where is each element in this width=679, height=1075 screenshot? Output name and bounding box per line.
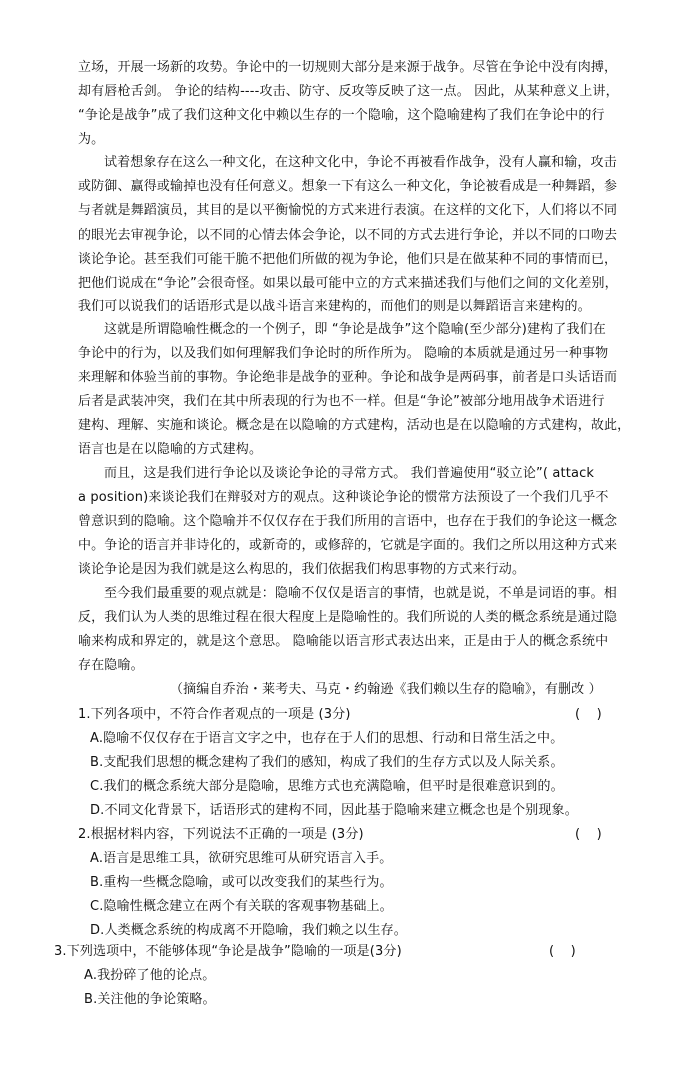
source-citation: （摘编自乔治・莱考夫、马克・约翰逊《我们赖以生存的隐喻》，有删改 ） bbox=[170, 682, 602, 697]
question-1-option-a: A.隐喻不仅仅存在于语言文字之中，也存在于人们的思想、行动和日常生活之中。 bbox=[90, 731, 564, 746]
paragraph-2-line: 我们可以说我们的话语形式是以战斗语言来建构的，而他们的则是以舞蹈语言来建构的。 bbox=[78, 299, 591, 314]
question-3-stem: 3.下列选项中，不能够体现“争论是战争”隐喻的一项是(3分) bbox=[54, 944, 402, 959]
paragraph-5-line: 反，我们认为人类的思维过程在很大程度上是隐喻性的。我们所说的人类的概念系统是通过隐 bbox=[78, 610, 618, 625]
paragraph-5-line: 至今我们最重要的观点就是：隐喻不仅仅是语言的事情，也就是说，不单是词语的事。相 bbox=[104, 586, 617, 601]
paragraph-3-line: 来理解和体验当前的事物。争论绝非是战争的亚种。争论和战争是两码事，前者是口头话语而 bbox=[78, 370, 618, 385]
paragraph-4-line: 中。争论的语言并非诗化的，或新奇的，或修辞的，它就是字面的。我们之所以用这种方式来 bbox=[78, 538, 618, 553]
question-3-option-b: B.关注他的争论策略。 bbox=[84, 992, 216, 1007]
question-2-option-b: B.重构一些概念隐喻，或可以改变我们的某些行为。 bbox=[90, 875, 393, 890]
paragraph-3-line: 争论中的行为，以及我们如何理解我们争论时的所作所为。 隐喻的本质就是通过另一种事物 bbox=[78, 346, 609, 361]
question-2-option-a: A.语言是思维工具，欲研究思维可从研究语言入手。 bbox=[90, 851, 393, 866]
question-2-stem: 2.根据材料内容，下列说法不正确的一项是 (3分) bbox=[78, 827, 364, 842]
question-2-option-d: D.人类概念系统的构成离不开隐喻，我们赖之以生存。 bbox=[90, 923, 407, 938]
paragraph-2-line: 的眼光去审视争论，以不同的心情去体会争论，以不同的方式去进行争论，并以不同的口吻去 bbox=[78, 228, 618, 243]
question-1-option-b: B.支配我们思想的概念建构了我们的感知，构成了我们的生存方式以及人际关系。 bbox=[90, 755, 564, 770]
paragraph-5-line: 存在隐喻。 bbox=[78, 658, 144, 673]
question-3-option-a: A.我扮碎了他的论点。 bbox=[84, 968, 216, 983]
paragraph-4-line: a position)来谈论我们在辩驳对方的观点。这种谈论争论的惯常方法预设了一个我们几乎不 bbox=[78, 490, 609, 505]
paragraph-2-line: 把他们说成在“争论”会很奇怪。如果以最可能中立的方式来描述我们与他们之间的文化差别， bbox=[78, 276, 618, 291]
question-2-option-c: C.隐喻性概念建立在两个有关联的客观事物基础上。 bbox=[90, 899, 393, 914]
paragraph-1-line: “争论是战争”成了我们这种文化中赖以生存的一个隐喻，这个隐喻建构了我们在争论中的行 bbox=[78, 108, 605, 123]
paragraph-1-line: 却有唇枪舌剑。 争论的结构----攻击、防守、反攻等反映了这一点。 因此，从某种意义上讲， bbox=[78, 84, 619, 99]
question-1-answer-blank: ( ) bbox=[575, 707, 602, 722]
question-1-option-c: C.我们的概念系统大部分是隐喻，思维方式也充满隐喻，但平时是很难意识到的。 bbox=[90, 779, 564, 794]
paragraph-3-line: 后者是武装冲突，我们在其中所表现的行为也不一样。但是“争论”被部分地用战争术语进行 bbox=[78, 394, 605, 409]
paragraph-1-line: 为。 bbox=[78, 132, 105, 147]
question-1-option-d: D.不同文化背景下，话语形式的建构不同，因此基于隐喻来建立概念也是个别现象。 bbox=[90, 803, 578, 818]
paragraph-2-line: 或防御、赢得或输掉也没有任何意义。想象一下有这么一种文化，争论被看成是一种舞蹈，参 bbox=[78, 179, 618, 194]
paragraph-5-line: 喻来构成和界定的，就是这个意思。 隐喻能以语言形式表达出来，正是由于人的概念系统中 bbox=[78, 634, 609, 649]
paragraph-2-line: 试着想象存在这么一种文化，在这种文化中，争论不再被看作战争，没有人赢和输，攻击 bbox=[104, 155, 617, 170]
paragraph-1-line: 立场，开展一场新的攻势。争论中的一切规则大部分是来源于战争。尽管在争论中没有肉搏， bbox=[78, 60, 618, 75]
paragraph-4-line: 谈论争论是因为我们就是这么构思的，我们依据我们构思事物的方式来行动。 bbox=[78, 562, 526, 577]
paragraph-3-line: 建构、理解、实施和谈论。概念是在以隐喻的方式建构，活动也是在以隐喻的方式建构，故此， bbox=[78, 418, 631, 433]
paragraph-3-line: 这就是所谓隐喻性概念的一个例子，即 “争论是战争”这个隐喻(至少部分)建构了我们在 bbox=[104, 322, 606, 337]
paragraph-4-line: 曾意识到的隐喻。这个隐喻并不仅仅存在于我们所用的言语中，也存在于我们的争论这一概念 bbox=[78, 514, 618, 529]
paragraph-2-line: 谈论争论。甚至我们可能干脆不把他们所做的视为争论，他们只是在做某种不同的事情而已， bbox=[78, 252, 618, 267]
question-3-answer-blank: ( ) bbox=[549, 944, 576, 959]
question-2-answer-blank: ( ) bbox=[575, 827, 602, 842]
paragraph-2-line: 与者就是舞蹈演员，其目的是以平衡愉悦的方式来进行表演。在这样的文化下，人们将以不同 bbox=[78, 203, 618, 218]
paragraph-3-line: 语言也是在以隐喻的方式建构。 bbox=[78, 442, 263, 457]
paragraph-4-line: 而且，这是我们进行争论以及谈论争论的寻常方式。 我们普遍使用“驳立论”( attack bbox=[104, 466, 595, 481]
question-1-stem: 1.下列各项中，不符合作者观点的一项是 (3分) bbox=[78, 707, 351, 722]
